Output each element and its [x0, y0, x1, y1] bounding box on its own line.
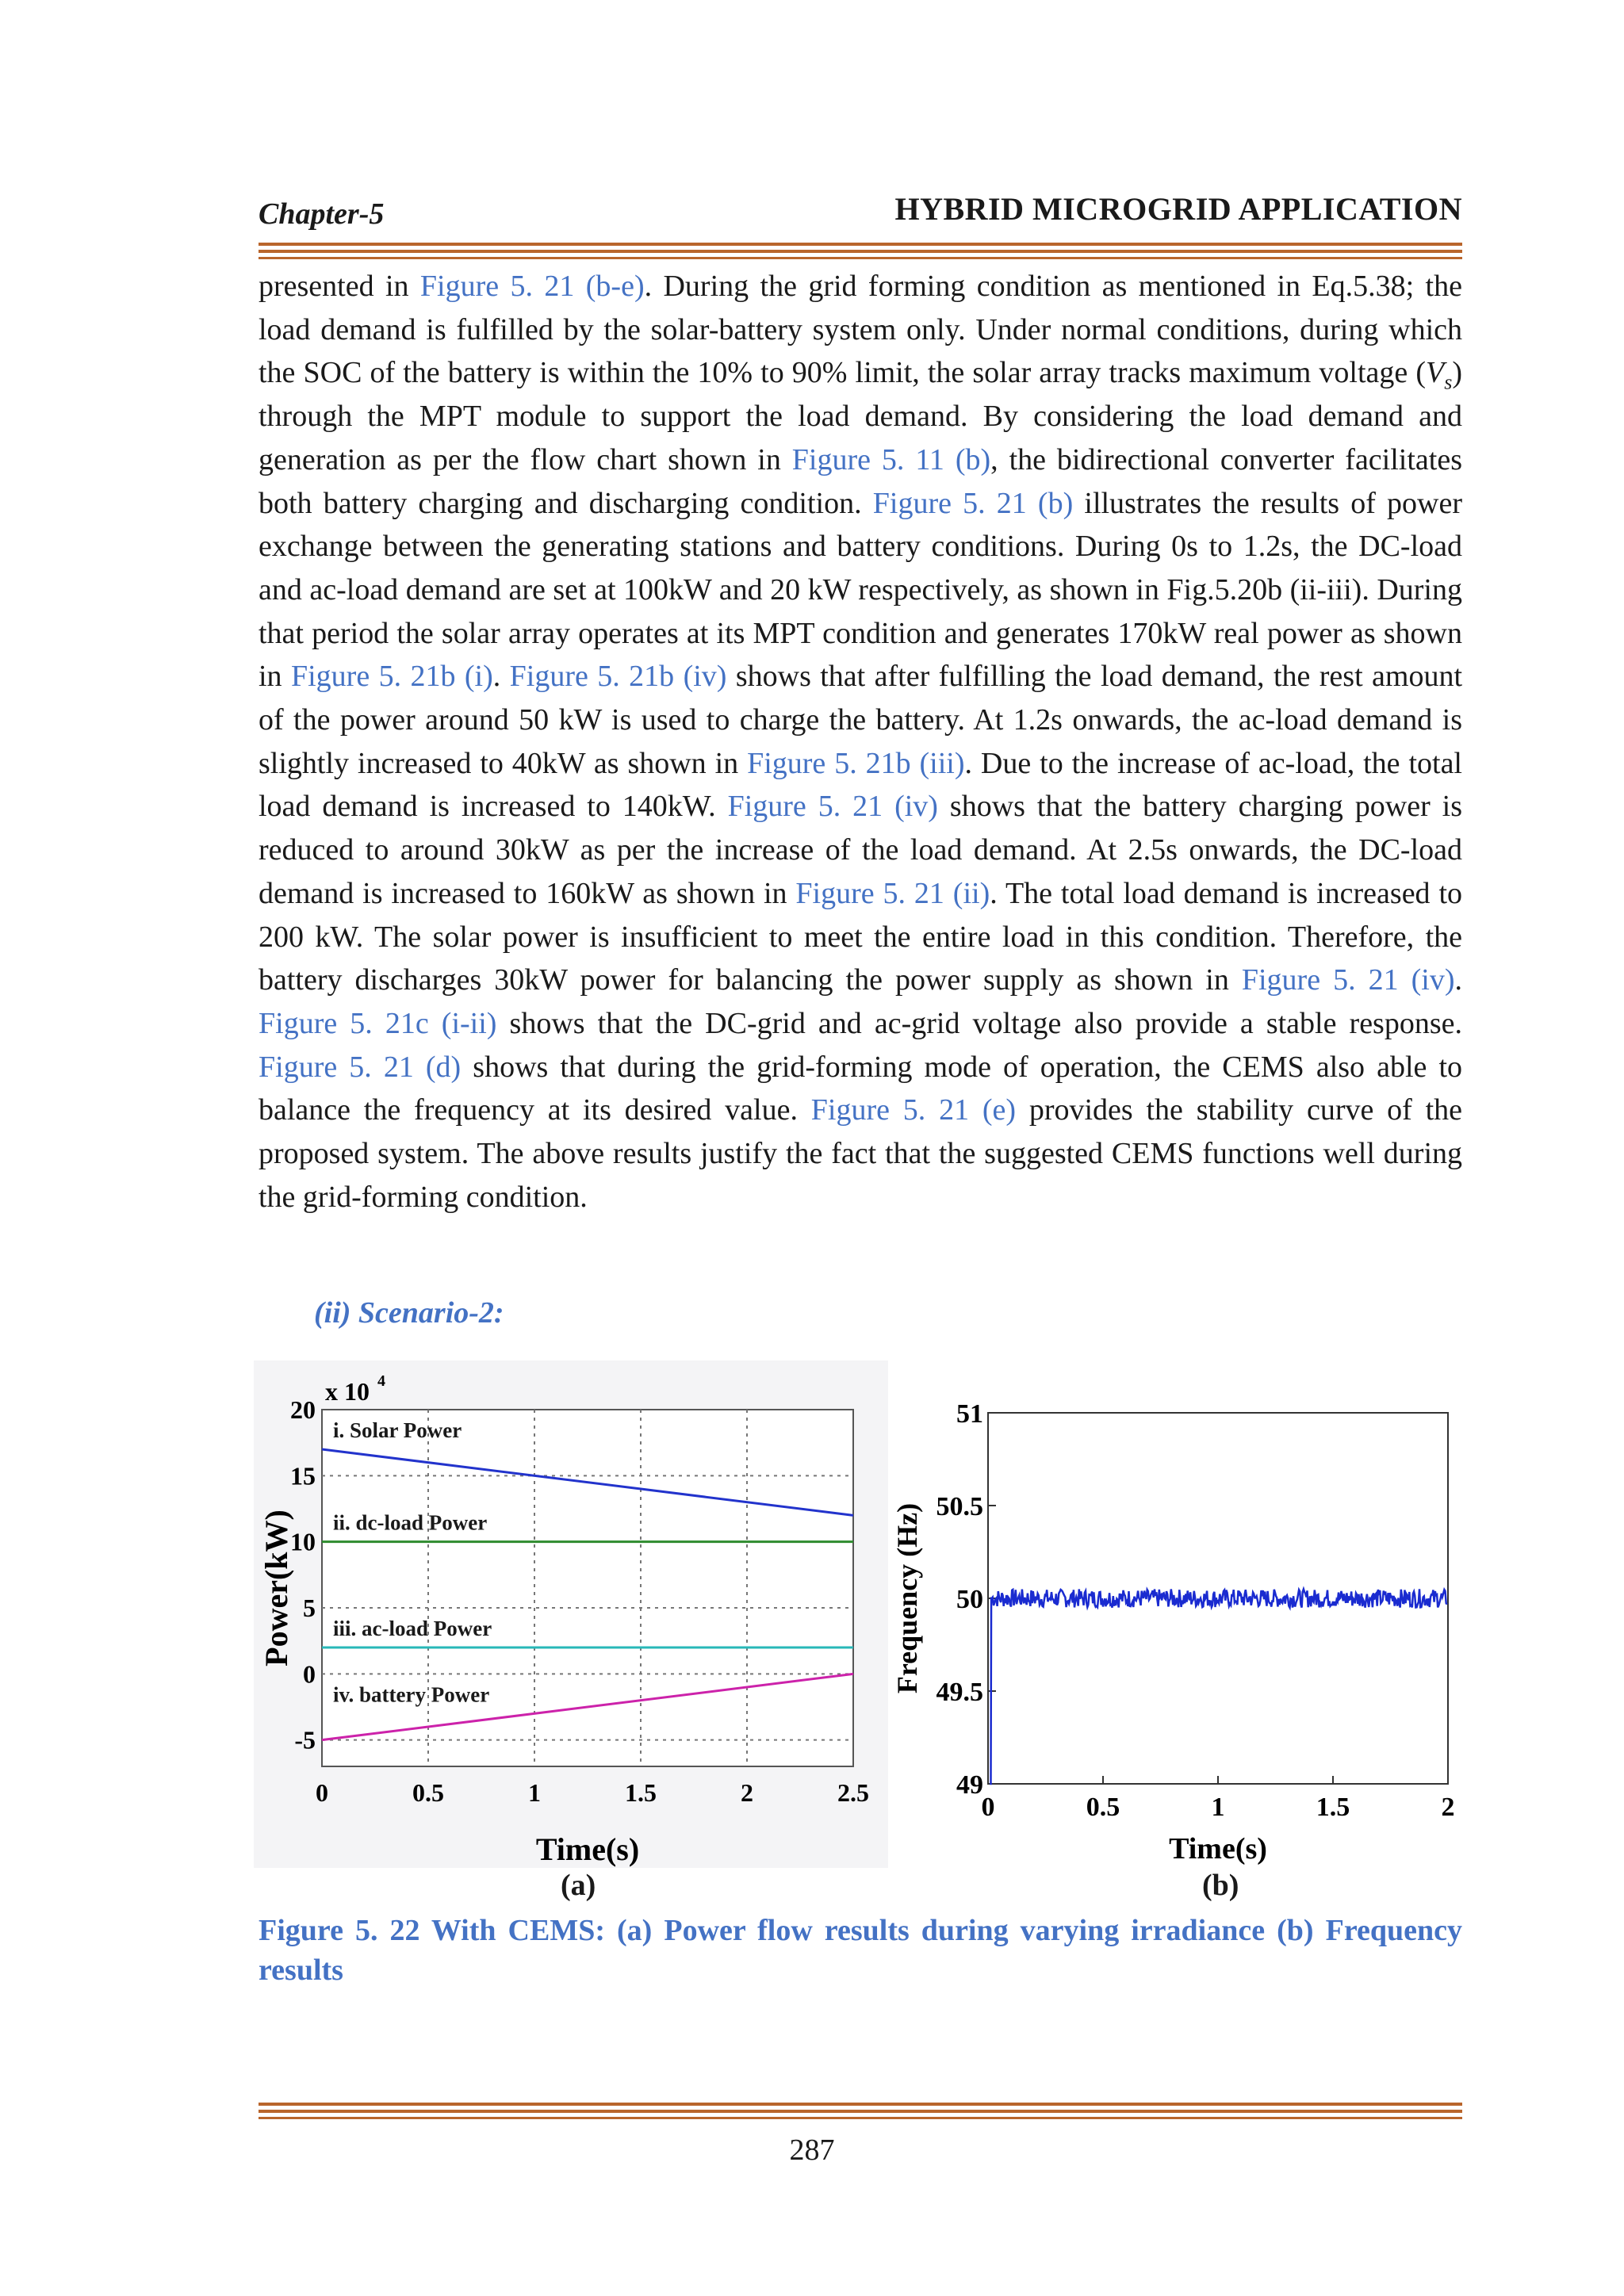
- body-paragraph: [259, 265, 1462, 1219]
- figure-link[interactable]: Figure 5. 21 (ii): [795, 876, 990, 910]
- chart-a-xtick: 0: [316, 1778, 328, 1807]
- chart-a-ytick: -5: [294, 1725, 316, 1755]
- figure-link[interactable]: Figure 5. 21b (iii): [747, 746, 965, 780]
- figure-link[interactable]: Figure 5. 11 (b): [791, 442, 991, 476]
- chart-a-xtick: 2.5: [837, 1778, 869, 1807]
- body-text-run: shows that during the grid-forming mode of operation, the CEMS also able to balance the frequency at its desired value.: [259, 1050, 1462, 1127]
- figure-label-a: (a): [561, 1869, 596, 1902]
- chart-b-ylabel: Frequency (Hz): [891, 1502, 923, 1694]
- figure-link[interactable]: Figure 5. 21 (iv): [1241, 963, 1455, 997]
- chart-b-ytick: 49.5: [936, 1678, 983, 1707]
- chart-b-xtick: 1.5: [1316, 1793, 1350, 1822]
- body-text-run: shows that the battery charging power is reduced to around 30kW as per the increase of the load demand. At 2.5s onwards, the DC-load demand is increased to 160kW as shown in: [259, 790, 1463, 910]
- chart-a-series-label: iv. battery Power: [333, 1682, 490, 1707]
- chart-a-multiplier-exponent: 4: [377, 1372, 385, 1390]
- chart-a-xtick: 1.5: [625, 1778, 657, 1807]
- chart-a-ytick: 20: [290, 1395, 316, 1424]
- chart-b-xlabel: Time(s): [1169, 1832, 1267, 1866]
- chart-a-xtick: 1: [528, 1778, 541, 1807]
- chart-b-xtick: 1: [1211, 1793, 1225, 1822]
- body-text-run: ) through the MPT module to support the load demand. By considering the load demand and generation as per the flow chart shown in: [259, 356, 1462, 476]
- figure-caption: Figure 5. 22 With CEMS: (a) Power flow results during varying irradiance (b) Frequency results: [259, 1914, 1462, 1987]
- chart-a-ylabel: Power(kW): [259, 1510, 294, 1667]
- figure-link[interactable]: Figure 5. 21 (iv): [727, 790, 938, 824]
- scenario-heading: (ii) Scenario-2:: [314, 1296, 504, 1330]
- chart-a-ytick: 15: [290, 1461, 316, 1490]
- chart-b-ytick: 49: [956, 1770, 983, 1800]
- body-text-run: .: [492, 660, 510, 694]
- chart-b-xtick: 0.5: [1086, 1793, 1120, 1822]
- chart-a-ytick: 0: [303, 1659, 316, 1689]
- chart-a-plot-area: [322, 1410, 853, 1766]
- chart-b-ytick: 51: [956, 1399, 983, 1429]
- figure-link[interactable]: Figure 5. 21 (b-e): [419, 270, 645, 303]
- chapter-title: HYBRID MICROGRID APPLICATION: [894, 191, 1462, 227]
- body-text-run: . The total load demand is increased to 200 kW. The solar power is insufficient to meet the entire load in this condition. Therefore, the battery discharges 30kW power for balancing the power supply as shown in: [259, 876, 1463, 997]
- figure-label-b: (b): [1202, 1869, 1239, 1902]
- body-text-run: provides the stability curve of the proposed system. The above results justify the fact that the suggested CEMS functions well during the grid-forming condition.: [259, 1093, 1463, 1214]
- chart-a-series-label: i. Solar Power: [333, 1418, 462, 1442]
- chart-a-ytick: 10: [290, 1527, 316, 1556]
- body-text-run: illustrates the results of power exchange between the generating stations and battery conditions. During 0s to 1.2s, the DC-load and ac-load demand are set at 100kW and 20 kW respectively, as shown in Fig.5.20b (ii-iii). During that period the solar array operates at its MPT condition and generates 170kW real power as shown in: [259, 486, 1462, 694]
- footer-rule: [259, 2103, 1462, 2123]
- chart-b-xtick: 0: [981, 1793, 995, 1822]
- figure-link[interactable]: Figure 5. 21 (b): [872, 486, 1074, 520]
- header-rule: [259, 243, 1462, 263]
- chart-a-multiplier: x 10: [325, 1377, 370, 1406]
- figure-link[interactable]: Figure 5. 21b (i): [290, 660, 493, 694]
- chart-a-series-label: iii. ac-load Power: [333, 1617, 492, 1640]
- body-text-run: shows that after fulfilling the load demand, the rest amount of the power around 50 kW is used to charge the battery. At 1.2s onwards, the ac-load demand is slightly increased to 40kW as shown in: [259, 660, 1463, 780]
- frequency-chart: [888, 1360, 1475, 1868]
- figure-link[interactable]: Figure 5. 21c (i-ii): [259, 1006, 497, 1040]
- chart-a-xtick: 2: [741, 1778, 753, 1807]
- chart-a-xtick: 0.5: [412, 1778, 444, 1807]
- power-flow-chart: [254, 1360, 888, 1868]
- body-text-run: . Due to the increase of ac-load, the total load demand is increased to 140kW.: [259, 746, 1462, 824]
- chart-a-series-label: ii. dc-load Power: [333, 1510, 488, 1535]
- figure-link[interactable]: Figure 5. 21b (iv): [509, 660, 727, 694]
- chart-b-ytick: 50.5: [936, 1492, 983, 1521]
- body-text-run: , the bidirectional converter facilitates both battery charging and discharging condition.: [259, 442, 1462, 520]
- body-text-run: .: [1454, 963, 1462, 997]
- chart-b-ytick: 50: [956, 1585, 983, 1614]
- chart-b-xtick: 2: [1441, 1793, 1455, 1822]
- figure-link[interactable]: Figure 5. 21 (e): [810, 1093, 1017, 1127]
- body-text-run: s: [1444, 371, 1453, 394]
- page-number: 287: [789, 2133, 835, 2167]
- body-text-run: shows that the DC-grid and ac-grid voltage also provide a stable response.: [496, 1006, 1462, 1040]
- body-text-run: presented in: [259, 270, 420, 303]
- chart-a-ytick: 5: [303, 1594, 316, 1622]
- chapter-label: Chapter-5: [259, 197, 385, 231]
- figure-link[interactable]: Figure 5. 21 (d): [259, 1050, 462, 1084]
- body-text-run: . During the grid forming condition as mentioned in Eq.5.38; the load demand is fulfilled by the solar-battery system only. Under normal conditions, during which the SOC of the battery is within the 10% to 90% limit, the solar array tracks maximum voltage (: [259, 270, 1462, 390]
- chart-a-xlabel: Time(s): [535, 1831, 640, 1867]
- body-text-run: V: [1426, 356, 1445, 390]
